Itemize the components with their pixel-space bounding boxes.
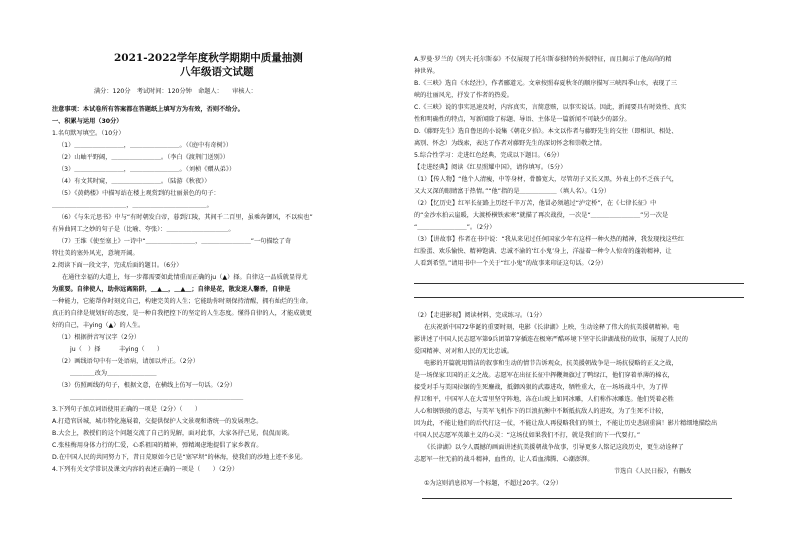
answer-line xyxy=(414,283,744,284)
option: B.《三峡》选自《水经注》，作者郦道元。文章按照春夏秋冬的顺序描写三峡四季山水，表现了三 xyxy=(414,80,677,87)
question-3: 3.下列句子加点词语使用正确的一项是（2分）（ ） xyxy=(52,406,202,413)
passage-line: 在通往幸福的大道上，每一步都需要如此情重而正确的ju（▲）择。自律这一品质就显得尤 xyxy=(62,274,308,281)
passage-line: 一种能力，它能帮你时刻克自己，构建完美的人生；它能助你时刻保持清醒，拥有灿烂的生命。 xyxy=(52,298,312,305)
passage-line: 人心和钢铁般的意志，与美军飞机作下的巨浪抗衡中不断抵抗敌人的进攻，为了生死不计较， xyxy=(414,408,668,415)
subquestion-blank: ＿＿＿＿＿＿＿＿＿＿＿＿＿＿＿＿＿＿＿＿＿＿＿＿＿＿＿＿ xyxy=(70,394,244,401)
passage-line: 真正的自律是规划好的态度，是一种自我把控下的坚定的人生态度。懂得自律的人，才能成就更 xyxy=(52,310,312,317)
passage-line: 爱国精神、对对和人民的无比忠诚。 xyxy=(414,348,513,355)
question-1-item: （6）《与朱元思书》中与“有时朝发白帝，暮到江陵，其间千二百里，虽乘奔御风，不以疾也” xyxy=(58,214,313,221)
question-1-item: 有异曲同工之妙的句子是（比喻、夸张）：＿＿＿＿＿＿＿＿＿＿。 xyxy=(52,226,235,233)
subquestion: （1）根据拼音写汉字（2分） xyxy=(58,334,141,341)
option: A.罗曼·罗兰的《列夫·托尔斯泰》不仅展现了托尔斯泰独特的外貌特征，而且揭示了他高尚的精 xyxy=(414,56,672,63)
question-1-item: （5）《黄鹤楼》中描写站在楼上观赏到的壮丽景色的句子： xyxy=(58,190,220,197)
option: C.《三峡》说的事实迅速及时，内容真实，言简意赅，以事实说话。因此，新闻要具有时效性、真实 xyxy=(414,104,687,111)
passage-line: 影讲述了中国人民志愿军第9兵团第7穿插连在极寒严酷环境下坚守长津湖战役的故事，展现了人民的 xyxy=(414,336,688,343)
notice: 注意事项：本试卷所有答案都在答题纸上填写方为有效，否则不给分。 xyxy=(52,106,244,113)
option: D.《藤野先生》选自鲁迅的小说集《朝花夕拾》。本文以作者与藤野先生的交往（即相识、相处、 xyxy=(414,128,678,135)
option: A.打造官居城，城市特化施展着，交提供保护人文景观和谐统一的发展理念。 xyxy=(52,418,263,425)
subquestion: 的“金沙水拍云崖暖，大渡桥横铁索寒”就描了再次战役，一次是“＿＿＿＿＿＿＿＿”另一次是 xyxy=(414,212,669,219)
passage-line: 为重要。自律使人，助你远离陷阱，＿▲＿，＿▲＿；自律是花，散发迷人馨香，自律是 xyxy=(52,286,291,293)
option: 峡的壮丽风光，抒发了作者的热爱。 xyxy=(414,92,513,99)
exam-title: 2021-2022学年度秋学期期中质量抽测 xyxy=(114,52,303,64)
subquestion: （2）【忆历史】红军长征路上历经千辛万苦，他冒必须越过“泸定桥”，在《七律长征》中 xyxy=(414,200,657,207)
answer-line: ＿＿＿＿＿＿＿＿＿＿＿＿，＿＿＿＿＿＿＿＿＿＿＿＿。 xyxy=(52,202,213,209)
exam-subtitle: 八年级语文试题 xyxy=(180,66,254,78)
passage-line: 《长津湖》以令人震撼的画面讲述抗美援朝战争故事，引导更多人铭记这段历史，更生动诠释了 xyxy=(424,444,684,451)
subquestion: “＿＿＿＿＿＿＿＿”。（2分） xyxy=(414,224,496,231)
subquestion: （2）【走进影视】阅读材料，完成练习。（1分） xyxy=(414,312,546,319)
question-1-item: 特壮美的塞外风光，意境开阔。 xyxy=(52,250,139,257)
answer-line xyxy=(414,297,744,298)
passage-line: 电影的开篇就用简洁的叙事和生动的情节告诉观众，抗美援朝战争是一场抗侵略的正义之战， xyxy=(424,360,678,367)
question-4: 4.下列有关文学常识及课文内容的表述正确的一项是（ ）（2分） xyxy=(52,466,239,473)
question-1-item: （1）＿＿＿＿＿＿＿＿，＿＿＿＿＿＿＿＿。（《庭中有奇树》） xyxy=(58,142,233,149)
option: 性和明确性的特点，写新闻除了标题、导语、主体是一篇新闻不可缺少的部分。 xyxy=(414,116,631,123)
subquestion: （3）仿照画线的句子，根据文意，在横线上仿写一句话。（2分） xyxy=(58,382,237,389)
subquestion: 又大又深的眼睛富于热情。”“他”指的是＿＿＿＿＿＿（填人名）。（1分） xyxy=(414,188,611,195)
subquestion: 红脸蛋、欢乐愉快、精神饱满、忠诚不渝的‘红小鬼’身上，洋溢着一种令人惊奇的蓬勃精神，让 xyxy=(414,248,672,255)
subquestion: 人看到希望。”请用书中一个关于“红小鬼”的故事来印证这句话。（2分） xyxy=(414,260,607,267)
option: D.在中国人民的共同努力下，昔日荒原如今已是“塞罕坝”的林海，使我们的沙地上迹不多见。 xyxy=(52,454,307,461)
passage-line: 捍卫和平，中国军人在大雪里坚守阵地，冻在山坡上如同冰雕，人们称作冰雕连。他们凭着必胜 xyxy=(414,396,674,403)
passage-line: 中国人民志愿军英雄主义的心灵：“这场仗如果我们不打，就是我们的下一代要打。” xyxy=(414,432,641,439)
subquestion: （3）【讲故事】作者在书中说：“我从来见过任何国家少年有这样一种火热的精神，我发现找这些红 xyxy=(414,236,685,243)
question-1-item: （2）山岫平野阔，＿＿＿＿＿＿＿＿。（李白《渡荆门送别》） xyxy=(58,154,229,161)
passage-line: 在庆祝新中国72华诞的重要时刻，电影《长津湖》上映，生动诠释了伟大的抗美援朝精神。电 xyxy=(424,324,680,331)
question-1-item: （4）有文其时窥，＿＿＿＿＿＿＿＿。（陆游《秋夜》） xyxy=(58,178,211,185)
option: C.张桂梅用身体力行的仁爱，心系祖国的精神，弹精竭虑地提倡了家乡教育。 xyxy=(52,442,263,449)
question-2: 2.阅读下面一段文字，完成后面的题目。（6分） xyxy=(52,262,183,269)
answer-line xyxy=(422,498,732,499)
question-1: 1.名句默写填空。（10分） xyxy=(52,130,125,137)
source-note: 节选自《人民日报》，有删改 xyxy=(614,468,692,475)
question-1-item: （3）＿＿＿＿＿＿＿＿，＿＿＿＿＿＿＿＿。（刘桢《赠从弟》） xyxy=(58,166,236,173)
option: 离别、怀念）为线索，表达了作者对藤野先生的深切怀念和崇敬之情。 xyxy=(414,140,606,147)
passage-line: 因为此，不能让他们的后代打这一仗，不能让敌人再侵略我们的领土，不能让历史悲剧重演！影片精细地描绘出 xyxy=(414,420,718,427)
subquestion: ①为这则消息拟写一个标题，不超过20字。（2分） xyxy=(424,480,563,487)
subquestion-blank: ＿＿＿＿改为＿＿＿＿＿＿＿＿ xyxy=(70,370,157,377)
option: 神世界。 xyxy=(414,68,439,75)
question-1-item: （7）王维《使至塞上》一诗中“＿＿＿＿＿＿＿＿，＿＿＿＿＿＿＿＿”一句描绘了奇 xyxy=(58,238,292,245)
passage-line: 志愿军一往无前的战斗精神，血性的，让人看血沸腾、心潮澎湃。 xyxy=(414,456,594,463)
subquestion: （2）画线语句中有一处语病，请加以并正。（2分） xyxy=(58,358,199,365)
passage-line: 是一场保家卫国的正义之战。志愿军在出征长征中挥鞭舞旗过了鸭绿江，他们穿着单薄的棉衣， xyxy=(414,372,674,379)
section-heading: 一、积累与运用（30分） xyxy=(52,118,123,125)
exam-meta: 满分：120分 考试时间：120分钟 命题人： 审核人： xyxy=(94,88,257,95)
option: B.大会上，教授们的这个问题交流了自己的见解，面对此事，大家各抒己见，侃侃而谈。 xyxy=(52,430,294,437)
subquestion-blank: ju（ ）择 丰ying（ ） xyxy=(70,346,164,353)
subquestion: （1）【传人物】“他个人清瘦，中等身材，骨骼宽大，尽管胡子又长又黑，外表上仍不乏孩子气， xyxy=(414,176,678,183)
passage-line: 接受对手与美国拉锯的生死鏖战，抵御凶狠的武器进攻，牺牲重大，在一场场战斗中，为了捍 xyxy=(414,384,668,391)
subquestion: 【走进经典】阅读《红星照耀中国》，请你填写。（5分） xyxy=(414,164,567,171)
question-5: 5.综合性学习：走进红色经典，完成以下题目。（6分） xyxy=(414,152,564,159)
passage-line: 好的自己，丰ying（▲）的人生。 xyxy=(52,322,145,329)
